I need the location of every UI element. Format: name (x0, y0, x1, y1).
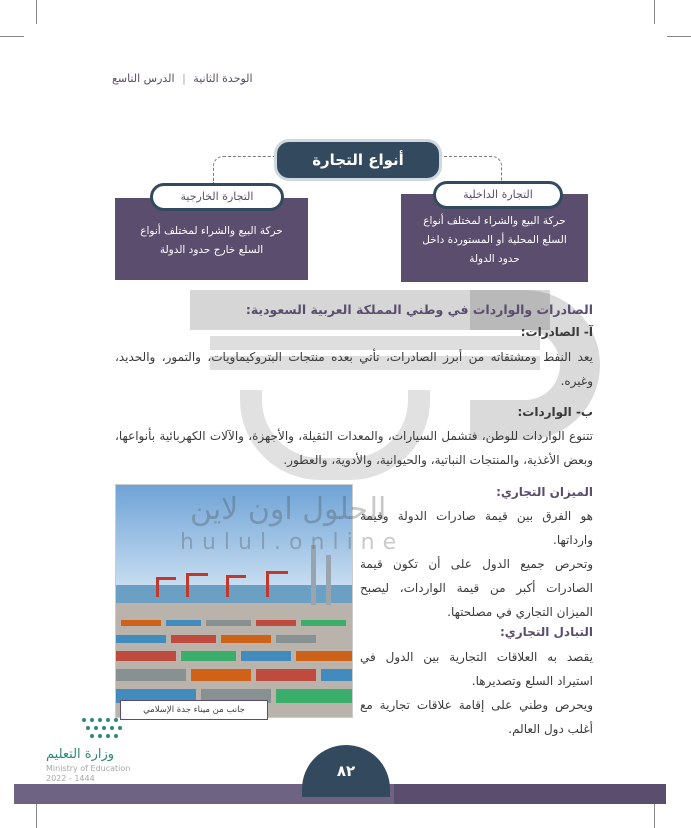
crop-mark (654, 0, 655, 24)
internal-line-2: السلع المحلية أو المستوردة داخل (422, 234, 567, 246)
port-illustration (116, 485, 352, 717)
exchange-title: التبادل التجاري: (499, 625, 593, 639)
header-separator: | (182, 72, 186, 85)
imports-text: تتنوع الواردات للوطن، فتشمل السيارات، والمعدات الثقيلة، والأجهزة، والآلات الكهربائية بأنواعها، وبعض الأغذية، والمنتجات النباتية، والحيوانية، والأدوية، والعطور. (115, 429, 593, 467)
exports-title: آ- الصادرات: (520, 325, 593, 339)
page-header (112, 72, 253, 85)
exchange-text-1: يقصد به العلاقات التجارية بين الدول في استيراد السلع وتصديرها. (360, 650, 593, 688)
internal-line-3: حدود الدولة (469, 253, 520, 265)
section-title: الصادرات والواردات في وطني المملكة العربية السعودية: (245, 302, 593, 317)
imports-title: ب- الواردات: (517, 405, 593, 419)
crop-mark (667, 36, 691, 37)
balance-text-2: وتحرص جميع الدول على أن تكون قيمة الصادرات أكبر من قيمة الواردات، ليصبح الميزان التجاري في مصلحتها. (360, 557, 593, 619)
diagram-main-node: أنواع التجارة (277, 142, 439, 178)
external-trade-title: التجارة الخارجية (150, 183, 284, 211)
exchange-text-2: ويحرص وطني على إقامة علاقات تجارية مع أغلب دول العالم. (360, 698, 593, 736)
connector-right (439, 156, 502, 183)
internal-trade-title: التجارة الداخلية (433, 181, 563, 209)
ministry-name-ar: وزارة التعليم (46, 747, 115, 762)
watermark-text-en: hulul.online (180, 530, 405, 555)
connector-left (213, 156, 278, 183)
crop-mark (654, 804, 655, 828)
balance-text-1: هو الفرق بين قيمة صادرات الدولة وقيمة وارداتها. (360, 509, 593, 547)
crop-mark (36, 804, 37, 828)
crop-mark (0, 36, 24, 37)
ministry-logo-dots (80, 716, 130, 744)
edition-year: 2022 - 1444 (46, 774, 95, 783)
lesson-label: الدرس التاسع (112, 72, 175, 85)
watermark-text-ar: الحلول اون لاين (190, 492, 387, 527)
unit-label: الوحدة الثانية (193, 72, 253, 85)
external-line-2: السلع خارج حدود الدولة (159, 244, 264, 256)
photo-caption: جانب من ميناء جدة الإسلامي (120, 700, 268, 720)
external-line-1: حركة البيع والشراء لمختلف أنواع (140, 225, 283, 237)
page-number: ٨٢ (302, 745, 390, 797)
internal-line-1: حركة البيع والشراء لمختلف أنواع (423, 215, 566, 227)
exports-text: يعد النفط ومشتقاته من أبرز الصادرات، تأتي بعده منتجات البتروكيماويات، والتمور، والحديد، وغيره. (115, 350, 593, 388)
crop-mark (36, 0, 37, 24)
balance-title: الميزان التجاري: (496, 485, 593, 499)
ministry-name-en: Ministry of Education (46, 764, 131, 773)
port-photo (115, 484, 353, 718)
